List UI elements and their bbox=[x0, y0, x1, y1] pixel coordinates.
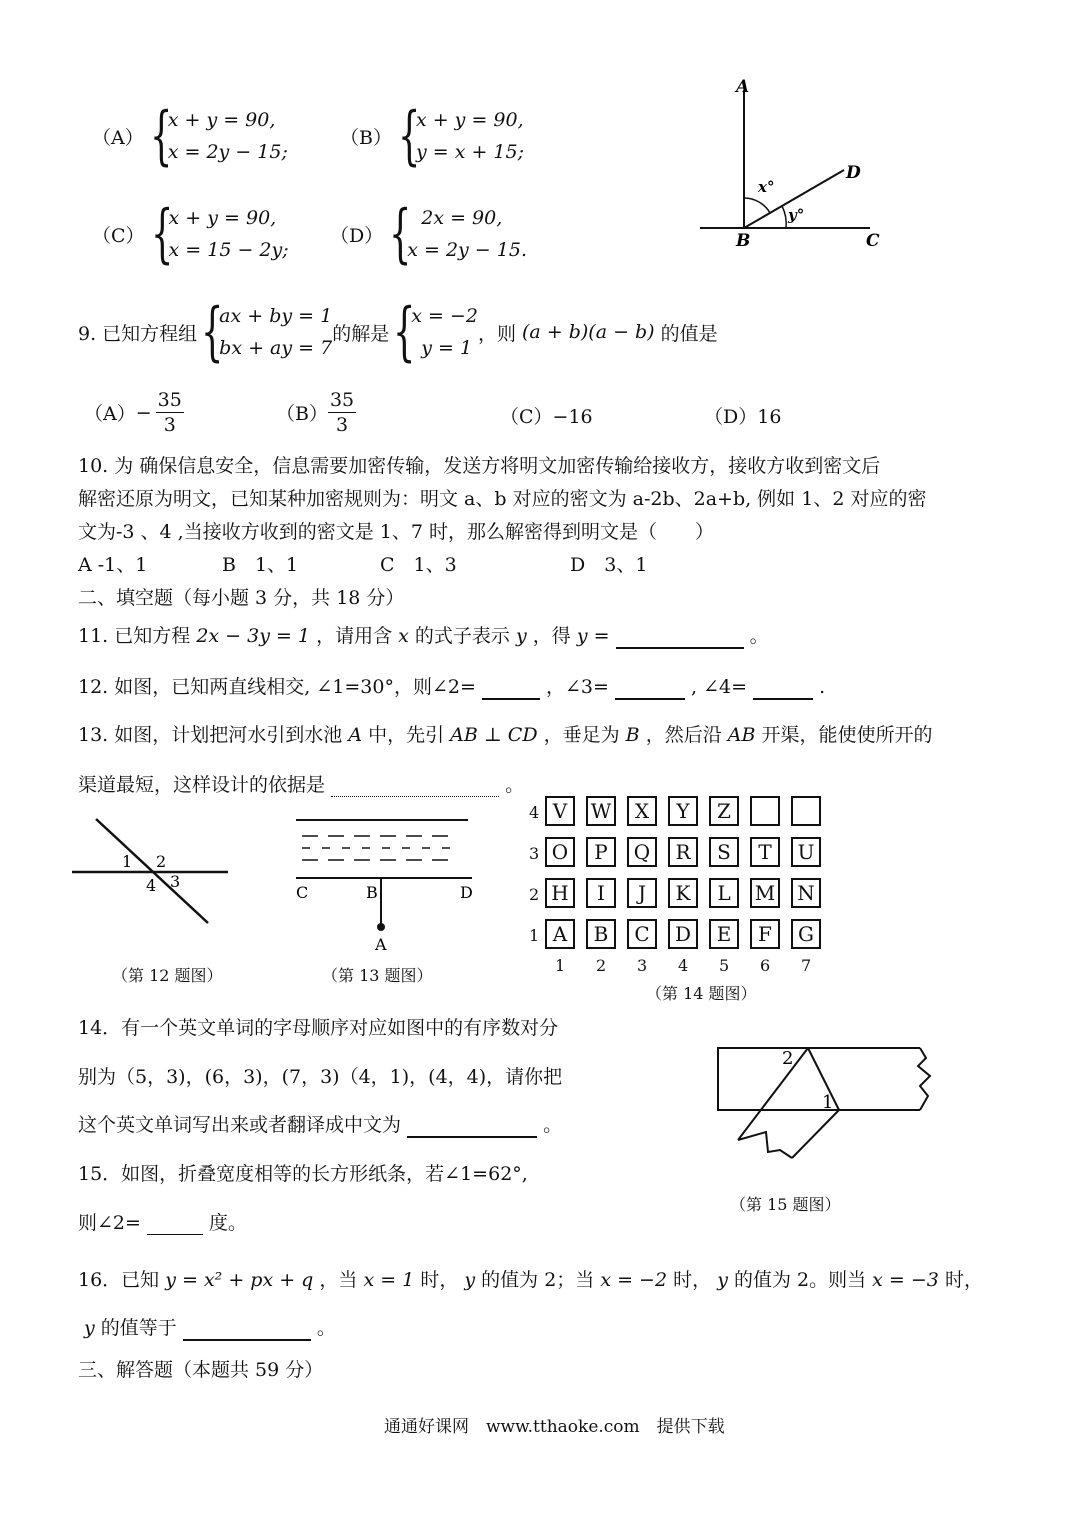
q10-line-3: 文为-3 、4 ,当接收方收到的密文是 1、7 时，那么解密得到明文是（ ） bbox=[78, 521, 714, 543]
q8-c-line1: x + y = 90, bbox=[168, 207, 277, 229]
q10-line-2: 解密还原为明文，已知某种加密规则为：明文 a、b 对应的密文为 a-2b、2a+b, 例如 1、2 对应的密 bbox=[78, 488, 927, 510]
q8-d-line1: 2x = 90, bbox=[421, 207, 503, 229]
fig14-grid-cell: S bbox=[709, 837, 739, 867]
section-2-heading: 二、填空题（每小题 3 分，共 18 分） bbox=[78, 587, 405, 609]
q8-d-line2: x = 2y − 15. bbox=[407, 239, 527, 261]
fig14-grid-cell: K bbox=[668, 878, 698, 908]
svg-text:C: C bbox=[296, 883, 309, 902]
q15-line-1: 15．如图，折叠宽度相等的长方形纸条，若∠1=62°, bbox=[78, 1163, 528, 1185]
fig14-grid-cell: J bbox=[627, 878, 657, 908]
page-footer: 通通好课网 www.tthaoke.com 提供下载 bbox=[384, 1417, 725, 1437]
fig14-row-label: 3 bbox=[529, 844, 540, 863]
svg-text:1: 1 bbox=[122, 852, 133, 871]
q9-option-c: （C）−16 bbox=[500, 406, 593, 428]
svg-text:2: 2 bbox=[156, 852, 167, 871]
q8-option-c: （C） { x + y = 90, x = 15 − 2y; bbox=[92, 197, 289, 271]
fig14-grid-cell: L bbox=[709, 878, 739, 908]
svg-text:A: A bbox=[375, 935, 387, 954]
fig14-col-label: 7 bbox=[801, 956, 812, 975]
fig14-grid-cell: B bbox=[586, 919, 616, 949]
q10-option-b: B 1、1 bbox=[222, 554, 299, 576]
fig14-grid-cell bbox=[791, 796, 821, 826]
svg-text:3: 3 bbox=[170, 872, 181, 891]
fig14-letter-grid bbox=[525, 796, 845, 1006]
fig14-grid-cell: V bbox=[545, 796, 575, 826]
fig13-caption: （第 13 题图） bbox=[322, 966, 433, 985]
q9-option-b: （B） $\frac{35}{3}$ bbox=[276, 389, 355, 436]
q12-angle3-blank[interactable] bbox=[615, 676, 685, 700]
q13-line-2: 渠道最短，这样设计的依据是 。 bbox=[78, 774, 525, 796]
fig14-grid-cell: M bbox=[750, 878, 780, 908]
fig14-grid-cell bbox=[750, 796, 780, 826]
q16-line-2: y 的值等于 。 bbox=[84, 1317, 336, 1339]
q9-option-a: （A） − $\frac{35}{3}$ bbox=[84, 389, 182, 436]
q12-question: 12. 如图，已知两直线相交, ∠1=30°，则∠2= ，∠3= , ∠4= . bbox=[78, 676, 826, 698]
fig14-grid-cell: Q bbox=[627, 837, 657, 867]
fig14-grid-cell: H bbox=[545, 878, 575, 908]
q14-line-2: 别为（5，3)，(6，3)，(7，3)（4，1)，(4，4)，请你把 bbox=[78, 1066, 563, 1088]
fig15-caption: （第 15 题图） bbox=[730, 1195, 841, 1214]
fig14-row-label: 2 bbox=[529, 885, 540, 904]
fig14-row-label: 1 bbox=[529, 926, 540, 945]
q8-b-line1: x + y = 90, bbox=[415, 109, 524, 131]
q8-angle-figure bbox=[690, 70, 890, 255]
q13-answer-blank[interactable] bbox=[331, 774, 499, 797]
q8-figure-label-y: y° bbox=[788, 206, 805, 224]
fig14-grid-cell: W bbox=[586, 796, 616, 826]
fig14-grid-cell: C bbox=[627, 919, 657, 949]
fig14-col-label: 4 bbox=[678, 956, 689, 975]
fig14-grid-cell: A bbox=[545, 919, 575, 949]
fig14-grid-cell: D bbox=[668, 919, 698, 949]
fig12-caption: （第 12 题图） bbox=[112, 966, 223, 985]
fig14-grid-cell: O bbox=[545, 837, 575, 867]
q16-line-1: 16．已知 y = x² + px + q ，当 x = 1 时， y 的值为 2；当 x = −2 时， y 的值为 2。则当 x = −3 时， bbox=[78, 1269, 983, 1291]
fig15-folded-strip bbox=[712, 1040, 942, 1170]
q8-b-line2: y = x + 15; bbox=[415, 141, 524, 163]
q15-line-2: 则∠2= 度。 bbox=[78, 1212, 248, 1234]
fig14-grid-cell: N bbox=[791, 878, 821, 908]
q14-line-3: 这个英文单词写出来或者翻译成中文为 。 bbox=[78, 1114, 563, 1136]
svg-text:1: 1 bbox=[822, 1092, 834, 1113]
q8-option-d: （D） { 2x = 90, x = 2y − 15. bbox=[330, 197, 527, 271]
fig14-grid-cell: X bbox=[627, 796, 657, 826]
q10-option-a: A -1、1 bbox=[78, 554, 148, 576]
fig14-col-label: 6 bbox=[760, 956, 771, 975]
fig14-grid-cell: P bbox=[586, 837, 616, 867]
q8-c-line2: x = 15 − 2y; bbox=[168, 239, 289, 261]
fig14-grid-cell: U bbox=[791, 837, 821, 867]
q8-figure-label-d: D bbox=[846, 163, 861, 183]
q8-figure-label-a: A bbox=[736, 77, 750, 97]
q16-answer-blank[interactable] bbox=[183, 1317, 311, 1341]
fig14-grid-cell: F bbox=[750, 919, 780, 949]
section-3-heading: 三、解答题（本题共 59 分） bbox=[78, 1359, 324, 1381]
q12-angle2-blank[interactable] bbox=[482, 676, 540, 700]
fig14-caption: （第 14 题图） bbox=[646, 984, 757, 1003]
q8-option-a: （A） { x + y = 90, x = 2y − 15; bbox=[92, 99, 288, 173]
fig14-grid-cell: G bbox=[791, 919, 821, 949]
fig14-grid-cell: Y bbox=[668, 796, 698, 826]
q10-option-d: D 3、1 bbox=[570, 554, 648, 576]
q12-angle4-blank[interactable] bbox=[753, 676, 813, 700]
fig14-grid-cell: T bbox=[750, 837, 780, 867]
q8-a-line1: x + y = 90, bbox=[167, 109, 276, 131]
q8-figure-label-b: B bbox=[736, 231, 751, 251]
q14-answer-blank[interactable] bbox=[407, 1114, 537, 1138]
q15-answer-blank[interactable] bbox=[147, 1212, 203, 1235]
fig14-col-label: 1 bbox=[555, 956, 566, 975]
q11-answer-blank[interactable] bbox=[616, 625, 744, 649]
fig12-intersecting-lines bbox=[70, 815, 240, 930]
fig14-grid-cell: Z bbox=[709, 796, 739, 826]
fig14-col-label: 3 bbox=[637, 956, 648, 975]
q10-option-c: C 1、3 bbox=[380, 554, 457, 576]
q8-a-line2: x = 2y − 15; bbox=[167, 141, 288, 163]
fig14-col-label: 2 bbox=[596, 956, 607, 975]
fig14-grid-cell: E bbox=[709, 919, 739, 949]
q13-line-1: 13. 如图，计划把河水引到水池 A 中，先引 AB ⊥ CD ，垂足为 B ，然后沿 AB 开渠，能使使所开的 bbox=[78, 724, 933, 746]
svg-text:B: B bbox=[366, 883, 378, 902]
q9-question: 9. 已知方程组 { ax + by = 1 bx + ay = 7 的解是 { x = −2 y = 1 ，则 (a + b)(a − b) 的值是 bbox=[78, 295, 718, 369]
q8-figure-label-c: C bbox=[866, 231, 880, 251]
fig14-grid-cell: R bbox=[668, 837, 698, 867]
q8-option-b: （B） { x + y = 90, y = x + 15; bbox=[340, 99, 524, 173]
q8-figure-label-x: x° bbox=[758, 178, 775, 196]
fig13-river-diagram bbox=[290, 812, 490, 957]
q14-line-1: 14．有一个英文单词的字母顺序对应如图中的有序数对分 bbox=[78, 1017, 559, 1039]
q11-question: 11. 已知方程 2x − 3y = 1 ，请用含 x 的式子表示 y ，得 y = 。 bbox=[78, 625, 769, 647]
fig14-col-label: 5 bbox=[719, 956, 730, 975]
svg-text:2: 2 bbox=[782, 1048, 794, 1069]
q10-line-1: 10. 为 确保信息安全，信息需要加密传输，发送方将明文加密传输给接收方，接收方收到密文后 bbox=[78, 455, 881, 477]
svg-text:4: 4 bbox=[146, 876, 157, 895]
svg-text:D: D bbox=[460, 883, 473, 902]
q9-option-d: （D）16 bbox=[704, 406, 782, 428]
fig14-row-label: 4 bbox=[529, 803, 540, 822]
fig14-grid-cell: I bbox=[586, 878, 616, 908]
